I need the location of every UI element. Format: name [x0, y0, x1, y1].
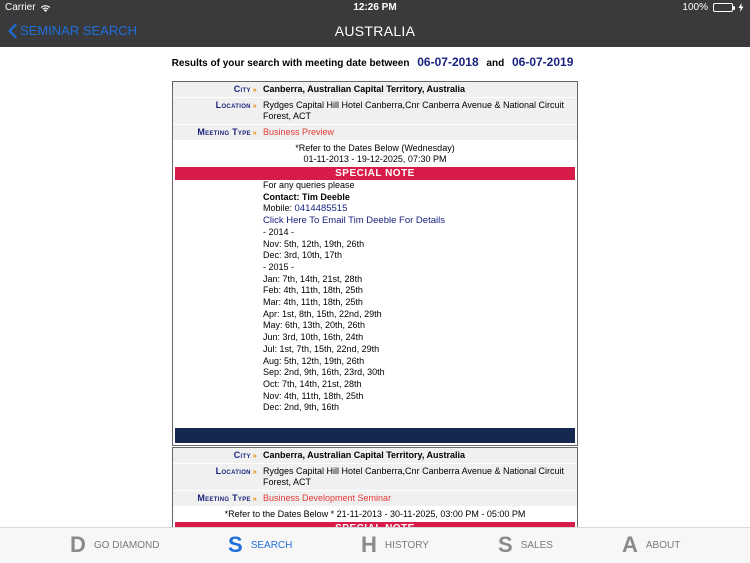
- status-bar: [0, 0, 750, 16]
- bullet-arrow-icon: »: [252, 469, 257, 476]
- schedule-line: Mar: 4th, 11th, 18th, 25th: [263, 297, 363, 308]
- schedule-line: Nov: 4th, 11th, 18th, 25th: [263, 390, 364, 401]
- tab-sales[interactable]: [498, 534, 553, 556]
- tab-history[interactable]: [361, 534, 429, 556]
- bullet-arrow-icon: »: [252, 453, 257, 460]
- schedule-line: Apr: 1st, 8th, 15th, 22nd, 29th: [263, 308, 382, 319]
- bullet-arrow-icon: »: [252, 130, 257, 137]
- charging-icon: [738, 3, 744, 12]
- clock: 12:26 PM: [353, 2, 397, 13]
- sales-letter-icon: S: [498, 532, 513, 557]
- schedule-line: Jul: 1st, 7th, 15th, 22nd, 29th: [263, 343, 380, 354]
- meeting-type-row: [173, 491, 577, 507]
- tab-label: HISTORY: [384, 539, 429, 551]
- schedule-line: Jan: 7th, 14th, 21st, 28th: [263, 273, 363, 284]
- results-header-and: and: [486, 58, 505, 69]
- city-row: [173, 82, 577, 98]
- bullet-arrow-icon: »: [252, 496, 257, 503]
- page-title: AUSTRALIA: [334, 23, 416, 39]
- results-header: [0, 55, 750, 69]
- date-to: 06-07-2019: [511, 55, 574, 69]
- tab-label: GO DIAMOND: [93, 539, 160, 551]
- meeting-type-label: Meeting Type »: [197, 493, 257, 503]
- results-header-prefix: Results of your search with meeting date between: [171, 58, 410, 69]
- schedule-list: [263, 227, 577, 414]
- meeting-type-row: [173, 125, 577, 141]
- refer-line: *Refer to the Dates Below * 21-11-2013 - 30-11-2025, 03:00 PM - 05:00 PM: [224, 509, 526, 519]
- navigation-bar: [0, 16, 750, 47]
- battery-icon: [713, 3, 733, 12]
- city-row: [173, 448, 577, 464]
- mobile-label: Mobile:: [263, 203, 293, 214]
- meeting-type-value: Business Development Seminar: [263, 493, 392, 503]
- tab-bar: [0, 527, 750, 563]
- bullet-arrow-icon: »: [252, 87, 257, 94]
- schedule-line: Jun: 3rd, 10th, 16th, 24th: [263, 332, 364, 343]
- location-row: [173, 98, 577, 125]
- refer-range: 01-11-2013 - 19-12-2025, 07:30 PM: [303, 154, 447, 164]
- tab-search[interactable]: [228, 534, 292, 556]
- note-mobile: [263, 203, 577, 215]
- diamond-letter-icon: D: [70, 532, 86, 557]
- tab-label: SEARCH: [250, 539, 293, 551]
- tab-go-diamond[interactable]: [70, 534, 159, 556]
- schedule-line: - 2014 -: [263, 226, 295, 237]
- date-from: 06-07-2018: [417, 55, 479, 69]
- email-contact-link[interactable]: Click Here To Email Tim Deeble For Details: [263, 215, 445, 227]
- meeting-type-label: Meeting Type »: [197, 127, 257, 137]
- note-contact: Contact: Tim Deeble: [263, 191, 350, 202]
- schedule-line: May: 6th, 13th, 20th, 26th: [263, 320, 366, 331]
- location-row: [173, 464, 577, 491]
- schedule-line: Sep: 2nd, 9th, 16th, 23rd, 30th: [263, 367, 385, 378]
- schedule-line: - 2015 -: [263, 261, 295, 272]
- bullet-arrow-icon: »: [252, 103, 257, 110]
- seminar-card: [172, 81, 578, 446]
- schedule-line: Dec: 2nd, 9th, 16th: [263, 402, 340, 413]
- tab-label: ABOUT: [645, 539, 681, 551]
- location-label: Location »: [215, 466, 257, 476]
- tab-about[interactable]: [622, 534, 680, 556]
- city-label: City »: [233, 84, 257, 94]
- carrier-label: Carrier: [5, 2, 36, 13]
- battery-percent: 100%: [682, 2, 708, 13]
- refer-dates: [173, 507, 577, 520]
- special-note-body: [173, 180, 577, 414]
- card-footer-bar: [175, 428, 575, 443]
- city-label: City »: [233, 450, 257, 460]
- tab-label: SALES: [520, 539, 553, 551]
- history-letter-icon: H: [361, 532, 377, 557]
- back-button-label: SEMINAR SEARCH: [20, 23, 138, 38]
- city-value: Canberra, Australian Capital Territory, Australia: [263, 450, 466, 460]
- city-value: Canberra, Australian Capital Territory, Australia: [263, 84, 466, 94]
- schedule-line: Nov: 5th, 12th, 19th, 26th: [263, 238, 365, 249]
- location-value: Rydges Capital Hill Hotel Canberra,Cnr Canberra Avenue & National Circuit Forest, ACT: [263, 100, 564, 121]
- results-view[interactable]: [0, 47, 750, 527]
- schedule-line: Feb: 4th, 11th, 18th, 25th: [263, 285, 363, 296]
- schedule-line: Aug: 5th, 12th, 19th, 26th: [263, 355, 365, 366]
- location-value: Rydges Capital Hill Hotel Canberra,Cnr Canberra Avenue & National Circuit Forest, ACT: [263, 466, 564, 487]
- about-letter-icon: A: [622, 532, 638, 557]
- refer-line: *Refer to the Dates Below (Wednesday): [295, 143, 455, 153]
- location-label: Location »: [215, 100, 257, 110]
- meeting-type-value: Business Preview: [263, 127, 335, 137]
- schedule-line: Oct: 7th, 14th, 21st, 28th: [263, 378, 362, 389]
- search-letter-icon: S: [228, 532, 243, 557]
- mobile-number-link[interactable]: 0414485515: [294, 203, 348, 215]
- schedule-line: Dec: 3rd, 10th, 17th: [263, 250, 343, 261]
- refer-dates: [173, 141, 577, 165]
- special-note-header: SPECIAL NOTE: [175, 167, 575, 180]
- note-intro: For any queries please: [263, 180, 355, 190]
